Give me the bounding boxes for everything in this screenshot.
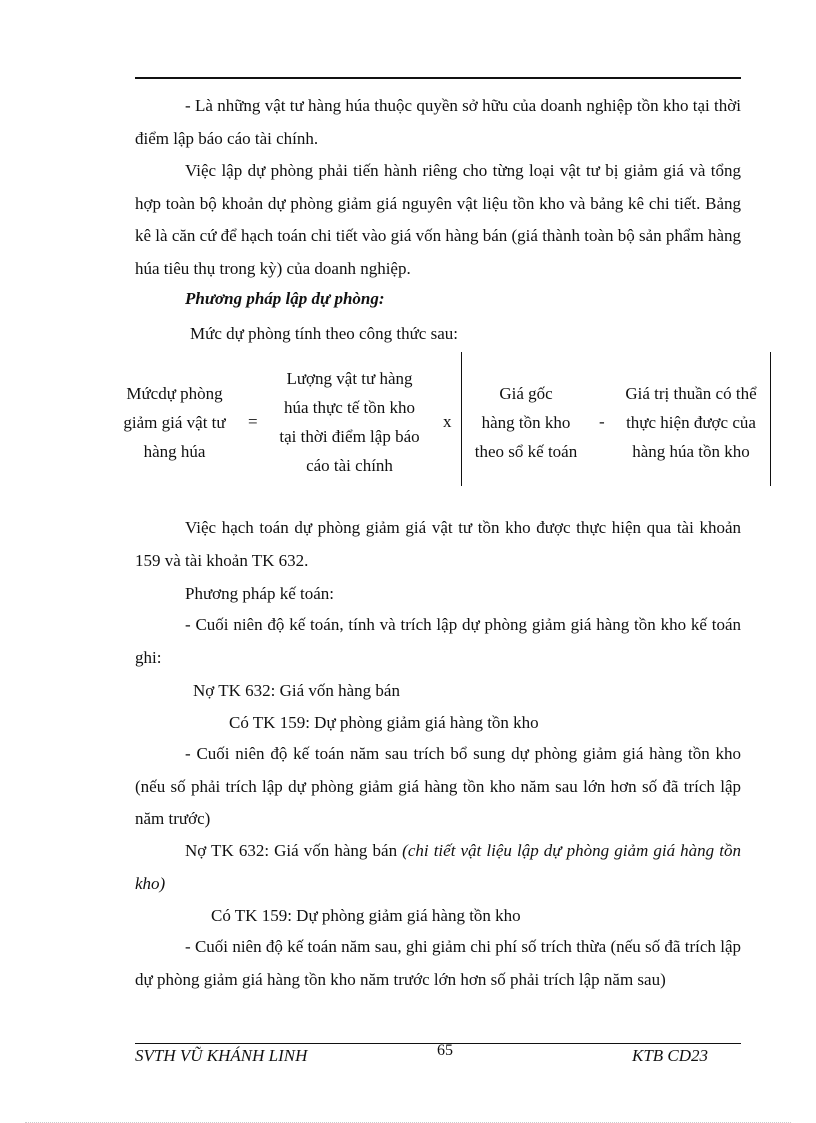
paragraph-4: Việc hạch toán dự phòng giảm giá vật tư tồn kho được thực hiện qua tài khoản 159 và tài khoản TK 632.	[135, 518, 741, 570]
paragraph-5: Phương pháp kế toán:	[185, 584, 334, 603]
formula-quantity-line: tại thời điểm lập báo	[279, 427, 420, 446]
formula-quantity	[263, 364, 436, 480]
paragraph-7: - Cuối niên độ kế toán năm sau trích bổ sung dự phòng giảm giá hàng tồn kho (nếu số phải trích lập dự phòng giảm giá hàng tồn kho năm sau lớn hơn số đã trích lập năm trước)	[135, 744, 741, 828]
formula-cost-line: hàng tồn kho	[481, 413, 571, 432]
footer-author: SVTH VŨ KHÁNH LINH	[135, 1046, 308, 1065]
header-rule	[135, 77, 741, 79]
paragraph-8: - Cuối niên độ kế toán năm sau, ghi giảm chi phí số trích thừa (nếu số đã trích lập dự phòng giảm giá hàng tồn kho năm trước lớn hơn số phải trích lập năm sau)	[135, 937, 741, 989]
journal-entry-2-debit	[135, 835, 741, 900]
journal-entry-1-debit: Nợ TK 632: Giá vốn hàng bán	[193, 681, 400, 700]
formula-lhs-line: giảm giá vật tư	[123, 413, 226, 432]
paragraph-1: - Là những vật tư hàng húa thuộc quyền sở hữu của doanh nghiệp tồn kho tại thời điểm lập báo cáo tài chính.	[135, 96, 741, 148]
formula-cost-line: Giá gốc	[499, 384, 553, 403]
formula-bracket-right	[770, 352, 771, 486]
page-number: 65	[437, 1042, 453, 1059]
formula-intro: Mức dự phòng tính theo công thức sau:	[190, 324, 458, 343]
formula-quantity-line: cáo tài chính	[306, 456, 393, 475]
formula-lhs-line: Mứcdự phòng	[126, 384, 223, 403]
formula-equals: =	[248, 412, 258, 431]
formula-quantity-line: húa thực tế tồn kho	[283, 398, 416, 417]
formula-cost-line: theo sổ kế toán	[474, 442, 578, 461]
formula-lhs-line: hàng húa	[143, 442, 206, 461]
paragraph-6: - Cuối niên độ kế toán, tính và trích lập dự phòng giảm giá hàng tồn kho kế toán ghi:	[135, 615, 741, 667]
paragraph-2: Việc lập dự phòng phải tiến hành riêng cho từng loại vật tư bị giảm giá và tổng hợp toàn bộ khoản dự phòng giảm giá nguyên vật liệu tồn kho và bảng kê chi tiết. Bảng kê là căn cứ để hạch toán chi tiết vào giá vốn hàng bán (giá thành toàn bộ sản phẩm hàng húa tiêu thụ trong kỳ) của doanh nghiệp.	[135, 161, 741, 278]
formula-nrv-line: thực hiện được của	[626, 413, 756, 432]
formula-lhs	[112, 379, 237, 466]
journal-entry-2-debit-text: Nợ TK 632: Giá vốn hàng bán	[185, 841, 403, 860]
section-heading: Phương pháp lập dự phòng:	[185, 289, 385, 308]
formula-minus: -	[599, 412, 605, 431]
footer-class: KTB CD23	[632, 1046, 709, 1065]
formula-times: x	[443, 412, 452, 431]
formula-nrv-line: hàng húa tồn kho	[632, 442, 750, 461]
journal-entry-2-credit: Có TK 159: Dự phòng giảm giá hàng tồn kho	[211, 906, 521, 925]
formula-bracket-left	[461, 352, 462, 486]
formula-cost	[464, 379, 588, 466]
formula-quantity-line: Lượng vật tư hàng	[286, 369, 413, 388]
journal-entry-1-credit: Có TK 159: Dự phòng giảm giá hàng tồn kho	[229, 713, 539, 732]
formula-nrv	[613, 379, 769, 466]
journal-entry-2-note: (chi tiết vật liệu lập dự phòng giảm giá hàng tồn kho)	[135, 841, 741, 893]
formula-nrv-line: Giá trị thuần có thể	[625, 384, 757, 403]
